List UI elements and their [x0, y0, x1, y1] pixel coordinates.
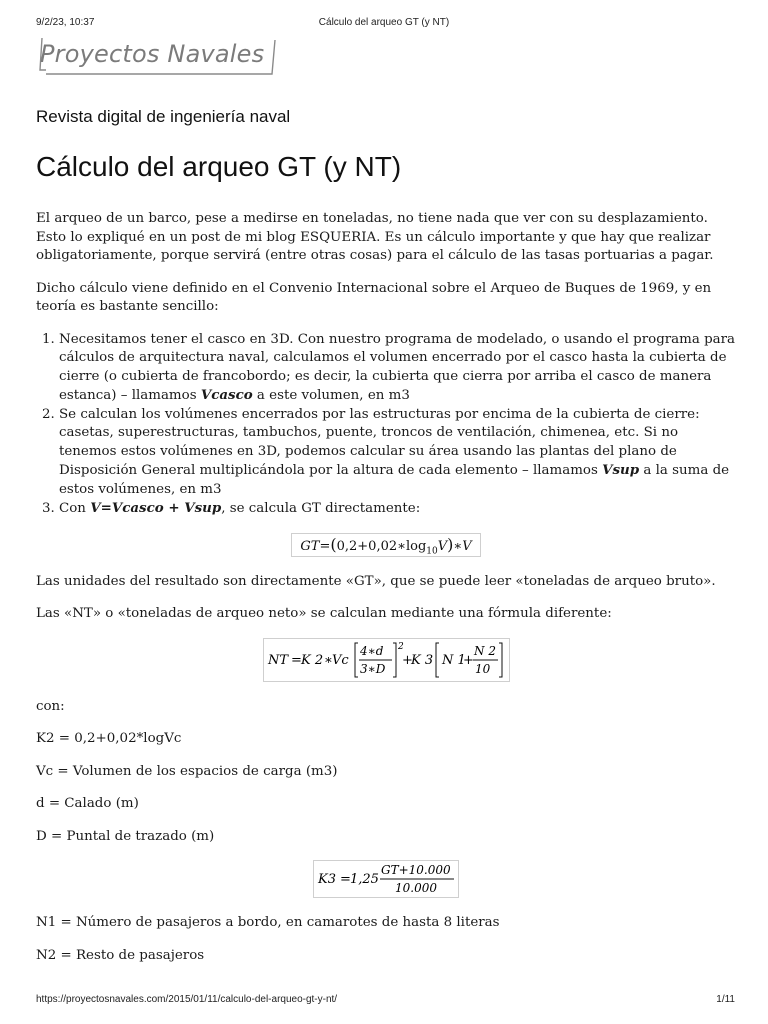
formula-term: ∗: [453, 538, 463, 554]
right-bracket: [393, 643, 396, 677]
list-item: [59, 406, 736, 500]
formula-term: V: [462, 538, 472, 554]
formula-term: Vc: [331, 652, 349, 668]
formula-term: GT+10.000: [381, 863, 451, 877]
formula-term: =: [340, 872, 351, 887]
logo-text: Proyectos Navales: [40, 40, 265, 68]
intro-paragraph: El arqueo de un barco, pese a medirse en toneladas, no tiene nada que ver con su desplazamiento. Esto lo expliqué en un post de mi blog ESQUERIA. Es un cálculo importante y que hay que realizar obligatoriamente, porque servirá (entre otras cosas) para el cálculo de las tasas portuarias a pagar.: [36, 211, 714, 263]
definition-line: K2 = 0,2+0,02*logVc: [36, 731, 182, 746]
nt-intro-paragraph: Las «NT» o «toneladas de arqueo neto» se calculan mediante una fórmula diferente:: [36, 606, 612, 621]
print-date: 9/2/23, 10:37: [36, 17, 95, 28]
formula-term: ): [447, 534, 454, 554]
step-text: Con: [59, 501, 91, 516]
formula-term: 10: [474, 661, 490, 676]
formula-term: 3∗D: [359, 661, 385, 676]
formula-term: +: [401, 652, 413, 668]
list-item: [59, 499, 736, 519]
formula-term: K 2: [300, 652, 323, 668]
formula-term: N 1: [441, 652, 466, 668]
definition-line: D = Puntal de trazado (m): [36, 828, 215, 844]
print-page-title: Cálculo del arqueo GT (y NT): [318, 17, 450, 28]
step-tail: a la suma de estos volúmenes, en m3: [59, 463, 730, 497]
formula-term: N 2: [473, 643, 496, 658]
steps-list: [36, 331, 736, 519]
step-text: Se calculan los volúmenes encerrados por las estructuras por encima de la cubierta de cierre: casetas, superestructuras, tambuchos, puente, troncos de ventilación, chimenea, etc. Si no tenemos estos volúmenes en 3D, podemos calcular su área usando las plantas del plano de Disposición General multiplicándola por la altura de cada elemento – llamamos: [59, 406, 700, 478]
list-item: [59, 331, 736, 406]
step-emphasis: Vcasco: [200, 387, 253, 403]
left-bracket: [355, 643, 358, 677]
left-bracket: [436, 643, 439, 677]
formula-term: 4∗d: [359, 643, 383, 658]
nt-formula: [263, 638, 510, 682]
article-body: [36, 210, 736, 979]
formula-term: V: [437, 538, 448, 554]
units-paragraph: Las unidades del resultado son directamente «GT», que se puede leer «toneladas de arqueo bruto».: [36, 573, 716, 589]
formula-term: log: [405, 538, 427, 554]
definition-paragraph: Dicho cálculo viene definido en el Convenio Internacional sobre el Arqueo de Buques de 1969, y en teoría es bastante sencillo:: [36, 280, 712, 314]
formula-term: 10.000: [395, 881, 437, 895]
con-label: con:: [36, 698, 65, 714]
step-text: Necesitamos tener el casco en 3D. Con nuestro programa de modelado, o usando el programa para cálculos de arquitectura naval, calculamos el volumen encerrado por el casco hasta la cubierta de cierre (o cubierta de francobordo; es decir, la cubierta que cierra por arriba el casco de manera estanca) – llamamos: [59, 331, 736, 403]
formula-term: GT: [300, 538, 320, 554]
step-tail: , se calcula GT directamente:: [221, 501, 421, 516]
definition-line: N1 = Número de pasajeros a bordo, en camarotes de hasta 8 literas: [36, 915, 500, 930]
formula-term: 1,25: [350, 872, 379, 887]
formula-term: 2: [397, 641, 404, 652]
k3-formula: [313, 860, 459, 898]
step-emphasis: Vsup: [602, 462, 640, 478]
formula-term: 10: [426, 546, 438, 557]
formula-term: =: [290, 652, 302, 668]
site-logo[interactable]: [36, 36, 278, 82]
article-title: Cálculo del arqueo GT (y NT): [36, 151, 402, 182]
formula-term: (: [330, 534, 337, 554]
formula-term: =: [319, 538, 331, 554]
print-url: https://proyectosnavales.com/2015/01/11/calculo-del-arqueo-gt-y-nt/: [36, 994, 338, 1005]
formula-term: K3: [318, 872, 336, 887]
formula-term: +: [462, 652, 474, 668]
print-page-number: 1/11: [716, 994, 735, 1005]
definition-line: d = Calado (m): [36, 796, 139, 811]
formula-term: K 3: [410, 652, 433, 668]
definition-line: N2 = Resto de pasajeros: [36, 947, 205, 963]
right-bracket: [499, 643, 502, 677]
formula-term: 0,2+0,02: [336, 538, 398, 554]
gt-formula: [291, 533, 481, 557]
formula-term: NT: [267, 652, 288, 668]
step-emphasis: V=Vcasco + Vsup: [90, 500, 222, 516]
formula-term: ∗: [323, 652, 333, 668]
site-tagline: Revista digital de ingeniería naval: [36, 107, 291, 126]
step-tail: a este volumen, en m3: [252, 388, 410, 403]
formula-term: ∗: [397, 538, 406, 554]
definition-line: Vc = Volumen de los espacios de carga (m3): [36, 763, 338, 779]
